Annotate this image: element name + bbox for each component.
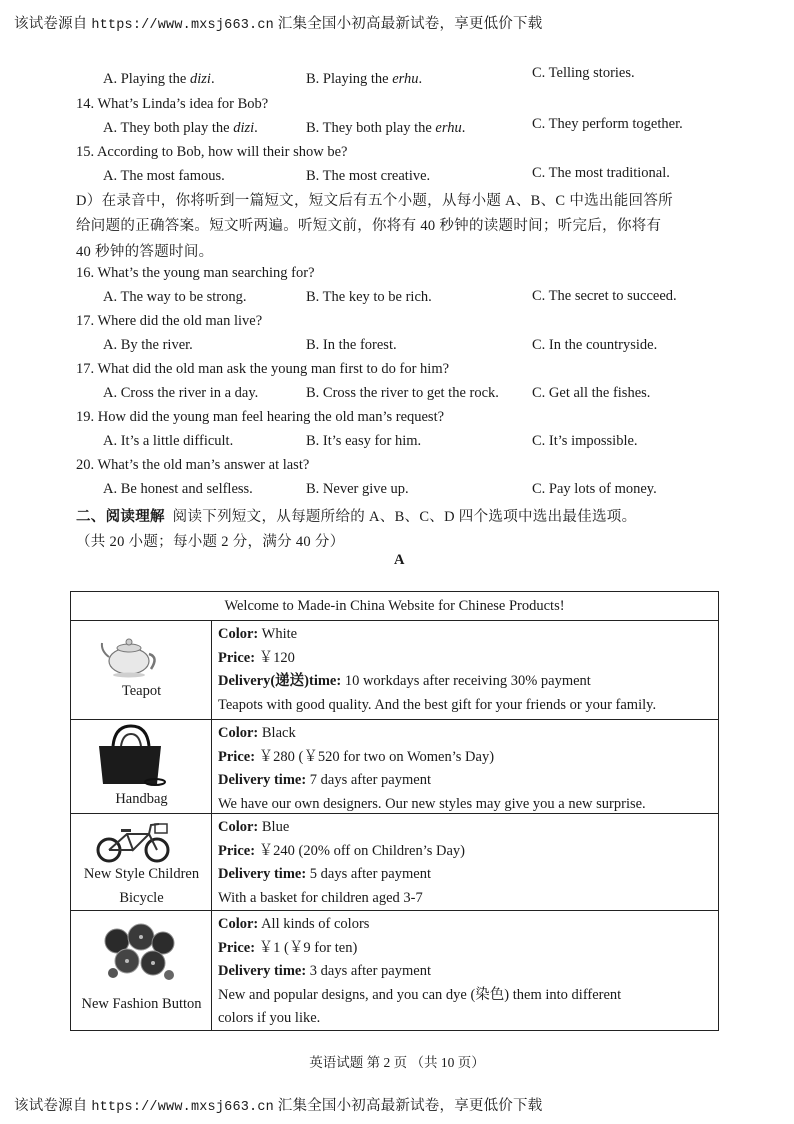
product-name: Teapot bbox=[121, 683, 162, 699]
product-details bbox=[218, 816, 714, 910]
product-image-cell bbox=[71, 621, 212, 719]
q18-stem: 17. What did the old man ask the young man first to do for him? bbox=[76, 361, 450, 377]
q15-stem: 15. According to Bob, how will their show be? bbox=[76, 144, 348, 160]
table-row-buttons bbox=[71, 911, 718, 1030]
delivery-line: Delivery time: 5 days after payment bbox=[218, 866, 431, 882]
q18-option-b: B. Cross the river to get the rock. bbox=[306, 385, 499, 401]
product-image-cell bbox=[71, 911, 212, 1030]
section-d-line-2: 给问题的正确答案。短文听两遍。听短文前，你将有 40 秒钟的读题时间；听完后，你将有 bbox=[76, 218, 662, 234]
table-row-bicycle bbox=[71, 814, 718, 911]
banner-prefix: 该试卷源自 bbox=[14, 16, 88, 32]
table-heading: Welcome to Made-in China Website for Chinese Products! bbox=[71, 592, 718, 621]
q19-option-b: B. It’s easy for him. bbox=[306, 433, 422, 449]
q19-option-c: C. It’s impossible. bbox=[532, 433, 638, 449]
q16-stem: 16. What’s the young man searching for? bbox=[76, 265, 315, 281]
q16-option-a: A. The way to be strong. bbox=[103, 289, 247, 305]
q15-option-b: B. The most creative. bbox=[306, 168, 431, 184]
q20-option-c: C. Pay lots of money. bbox=[532, 481, 657, 497]
q20-option-b: B. Never give up. bbox=[306, 481, 409, 497]
color-line: Color: All kinds of colors bbox=[218, 916, 370, 932]
bottom-source-banner bbox=[14, 1094, 542, 1115]
q17-option-a: A. By the river. bbox=[103, 337, 193, 353]
banner-url-link[interactable]: https://www.mxsj663.cn bbox=[91, 1100, 274, 1115]
table-row-teapot bbox=[71, 621, 718, 720]
product-image-cell bbox=[71, 814, 212, 910]
q13-option-c: C. Telling stories. bbox=[532, 65, 635, 81]
q15-option-a: A. The most famous. bbox=[103, 168, 225, 184]
banner-url-link[interactable]: https://www.mxsj663.cn bbox=[91, 18, 274, 33]
q14-option-a: A. They both play the dizi. bbox=[103, 120, 258, 136]
section-d-line-3: 40 秒钟的答题时间。 bbox=[76, 244, 214, 260]
description-line-1: New and popular designs, and you can dye (染色) them into different bbox=[218, 986, 622, 1003]
product-table bbox=[70, 591, 719, 1031]
color-line: Color: Black bbox=[218, 725, 296, 741]
description-line: Teapots with good quality. And the best gift for your friends or your family. bbox=[218, 696, 657, 713]
q17-option-c: C. In the countryside. bbox=[532, 337, 658, 353]
q20-stem: 20. What’s the old man’s answer at last? bbox=[76, 457, 310, 473]
q14-option-c: C. They perform together. bbox=[532, 116, 683, 132]
product-details bbox=[218, 722, 714, 816]
price-line: Price: ￥120 bbox=[218, 649, 295, 666]
delivery-line: Delivery time: 3 days after payment bbox=[218, 963, 431, 979]
price-line: Price: ￥1 (￥9 for ten) bbox=[218, 939, 358, 956]
bicycle-icon bbox=[93, 820, 175, 864]
part2-title: 二、阅读理解 bbox=[76, 509, 165, 525]
q15-option-c: C. The most traditional. bbox=[532, 165, 670, 181]
q14-stem: 14. What’s Linda’s idea for Bob? bbox=[76, 96, 269, 112]
q17-stem: 17. Where did the old man live? bbox=[76, 313, 263, 329]
price-line: Price: ￥240 (20% off on Children’s Day) bbox=[218, 842, 465, 859]
table-row-handbag bbox=[71, 720, 718, 814]
q18-option-a: A. Cross the river in a day. bbox=[103, 385, 259, 401]
section-d-line-1: D）在录音中，你将听到一篇短文，短文后有五个小题，从每小题 A、B、C 中选出能回答所 bbox=[76, 193, 673, 209]
product-name-line-2: Bicycle bbox=[119, 890, 164, 906]
part2-scoring: （共 20 小题；每小题 2 分，满分 40 分） bbox=[76, 534, 345, 550]
color-line: Color: Blue bbox=[218, 819, 290, 835]
color-line: Color: White bbox=[218, 626, 298, 642]
q16-option-b: B. The key to be rich. bbox=[306, 289, 432, 305]
product-name: New Fashion Button bbox=[81, 996, 202, 1012]
q20-option-a: A. Be honest and selfless. bbox=[103, 481, 253, 497]
product-name: Handbag bbox=[115, 791, 168, 807]
delivery-line: Delivery(递送)time: 10 workdays after receiving 30% payment bbox=[218, 673, 591, 689]
q13-option-a: A. Playing the dizi. bbox=[103, 71, 215, 87]
page-number-footer: 英语试题 第 2 页 （共 10 页） bbox=[309, 1055, 485, 1070]
part2-heading bbox=[76, 505, 636, 526]
teapot-icon bbox=[99, 629, 161, 679]
q19-option-a: A. It’s a little difficult. bbox=[103, 433, 234, 449]
delivery-line: Delivery time: 7 days after payment bbox=[218, 772, 431, 788]
description-line: With a basket for children aged 3-7 bbox=[218, 889, 423, 906]
product-details bbox=[218, 913, 714, 1031]
product-name-line-1: New Style Children bbox=[83, 866, 200, 882]
buttons-icon bbox=[99, 921, 181, 983]
product-details bbox=[218, 623, 714, 717]
banner-prefix: 该试卷源自 bbox=[14, 1098, 88, 1114]
q17-option-b: B. In the forest. bbox=[306, 337, 397, 353]
passage-letter: A bbox=[394, 552, 405, 568]
banner-suffix: 汇集全国小初高最新试卷，享更低价下载 bbox=[277, 1098, 543, 1114]
price-line: Price: ￥280 (￥520 for two on Women’s Day) bbox=[218, 748, 495, 765]
description-line: We have our own designers. Our new styles may give you a new surprise. bbox=[218, 795, 646, 812]
q16-option-c: C. The secret to succeed. bbox=[532, 288, 677, 304]
q19-stem: 19. How did the young man feel hearing the old man’s request? bbox=[76, 409, 445, 425]
q13-option-b: B. Playing the erhu. bbox=[306, 71, 423, 87]
description-line-2: colors if you like. bbox=[218, 1010, 321, 1026]
product-image-cell bbox=[71, 720, 212, 813]
q14-option-b: B. They both play the erhu. bbox=[306, 120, 466, 136]
banner-suffix: 汇集全国小初高最新试卷，享更低价下载 bbox=[277, 16, 543, 32]
part2-instructions: 阅读下列短文，从每题所给的 A、B、C、D 四个选项中选出最佳选项。 bbox=[172, 509, 637, 525]
top-source-banner bbox=[14, 12, 542, 33]
handbag-icon bbox=[93, 724, 169, 788]
q18-option-c: C. Get all the fishes. bbox=[532, 385, 651, 401]
